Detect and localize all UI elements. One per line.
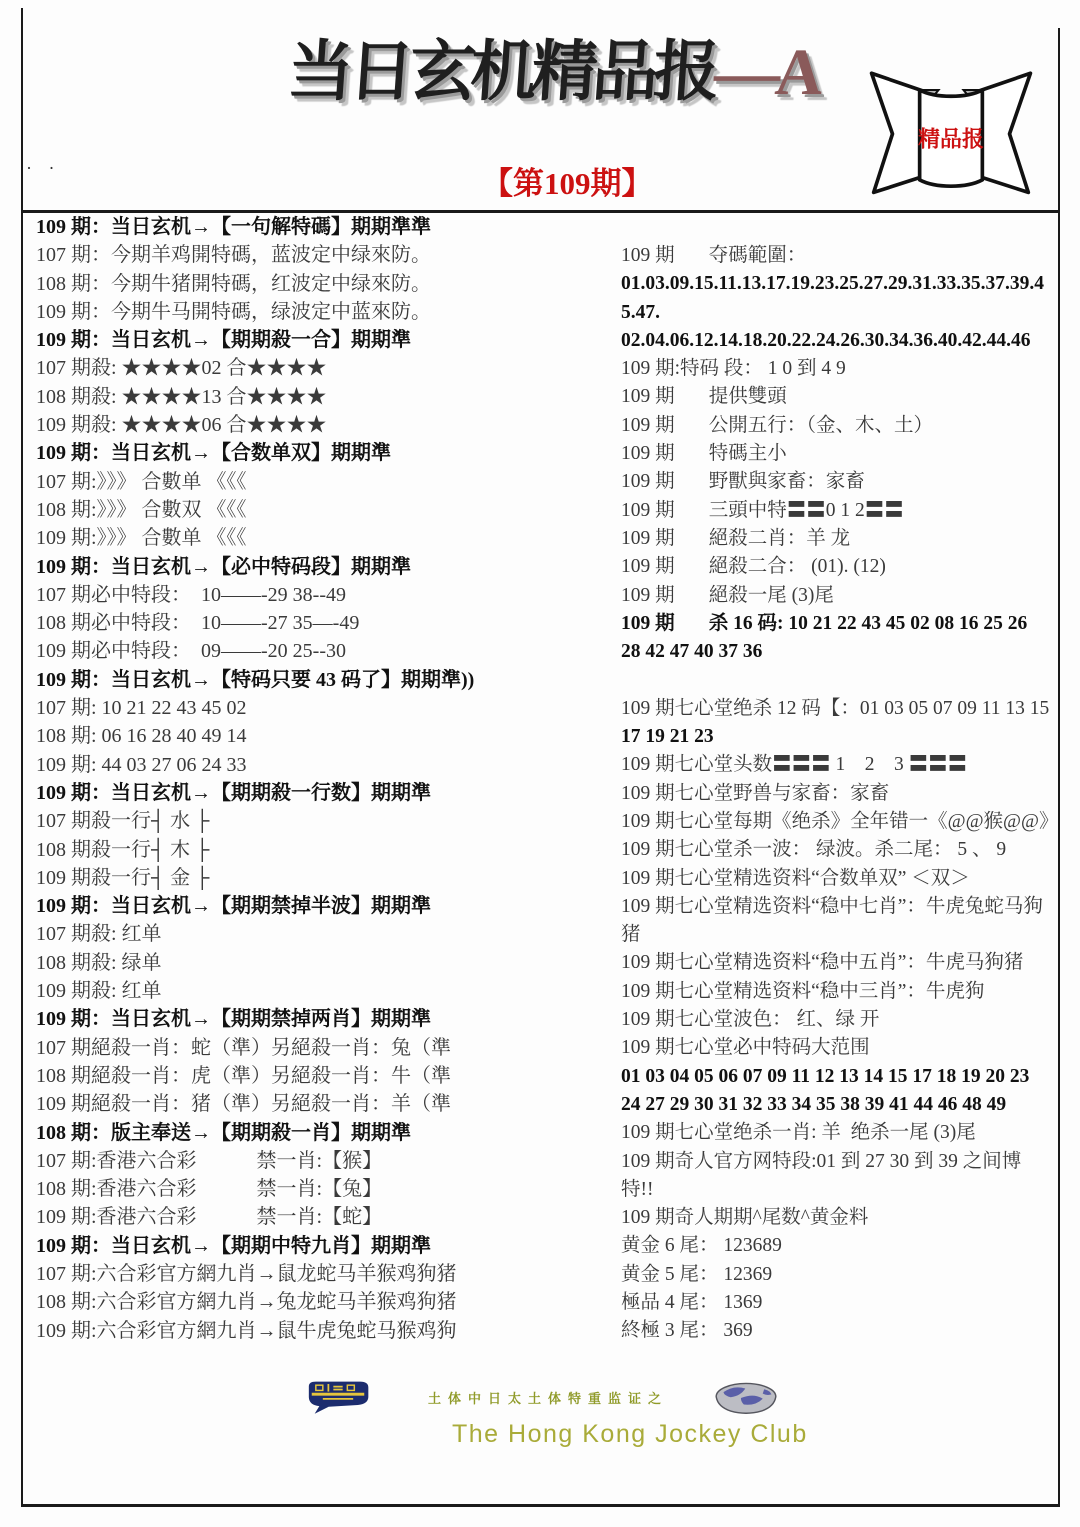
page-title bbox=[285, 18, 822, 113]
text-line: 108 期絕殺一肖：虎（準）另絕殺一肖：牛（準 bbox=[36, 1064, 451, 1087]
text-line: 109 期 夺碼範圍： bbox=[621, 245, 807, 266]
text-line: 109 期:香港六合彩 禁一肖:【蛇】 bbox=[36, 1206, 383, 1229]
page-border-bottom bbox=[21, 1504, 1060, 1507]
text-line: 109 期:六合彩官方網九肖→鼠牛虎兔蛇马猴鸡狗 bbox=[36, 1319, 457, 1342]
text-line: 109 期：今期牛马開特碼，绿波定中蓝來防。 bbox=[36, 300, 431, 323]
text-line: 109 期七心堂精选资料“稳中五肖”：牛虎马狗猪 bbox=[621, 952, 1024, 974]
text-line: 109 期：当日玄机→【必中特码段】期期準 bbox=[36, 555, 411, 578]
text-line: 107 期殺: 红单 bbox=[36, 923, 162, 946]
text-line: 24 27 29 30 31 32 33 34 35 38 39 41 44 46 48 49 bbox=[621, 1093, 1007, 1115]
issue-number: 【第109期】 bbox=[482, 166, 653, 201]
text-line: 01 03 04 05 06 07 09 11 12 13 14 15 17 18 19 20 23 bbox=[621, 1065, 1030, 1087]
text-line: 109 期：当日玄机→【期期中特九肖】期期準 bbox=[36, 1234, 431, 1257]
text-line: 107 期:》》》 合數单 《《《 bbox=[36, 470, 247, 493]
text-line: 17 19 21 23 bbox=[621, 726, 714, 748]
text-line: 109 期奇人官方网特段:01 到 27 30 到 39 之间博 bbox=[621, 1150, 1022, 1172]
text-line: 01.03.09.15.11.13.17.19.23.25.27.29.31.33.35.37.39.4 bbox=[621, 273, 1045, 295]
text-line: 109 期 絕殺一尾 (3)尾 bbox=[621, 584, 834, 606]
text-line: 極品 4 尾： 1369 bbox=[621, 1291, 763, 1313]
corner-dots: · · bbox=[26, 158, 61, 178]
text-line: 109 期:》》》 合數单 《《《 bbox=[36, 527, 247, 550]
text-line: 109 期 三頭中特〓〓0 1 2〓〓 bbox=[621, 499, 904, 521]
jockey-club-logo-icon bbox=[303, 1380, 373, 1416]
text-line: 109 期七心堂野兽与家畜：家畜 bbox=[621, 782, 890, 804]
page-border-left bbox=[21, 8, 23, 1506]
left-column bbox=[36, 213, 576, 1345]
badge-label: 精品报 bbox=[918, 126, 984, 152]
text-line: 109 期七心堂头数〓〓〓 1 2 3 〓〓〓 bbox=[621, 754, 968, 776]
text-line: 109 期殺: 红单 bbox=[36, 980, 162, 1003]
text-line: 109 期：当日玄机→【合数单双】期期準 bbox=[36, 442, 391, 465]
text-line: 109 期：当日玄机→【特码只要 43 码了】期期準)) bbox=[36, 668, 475, 691]
text-line: 109 期七心堂波色： 红、绿 开 bbox=[621, 1009, 880, 1031]
text-line: 黄金 6 尾： 123689 bbox=[621, 1235, 782, 1257]
text-line: 108 期殺: ★★★★13 合★★★★ bbox=[36, 385, 327, 408]
text-line: 109 期殺: ★★★★06 合★★★★ bbox=[36, 414, 327, 437]
text-line: 108 期: 06 16 28 40 49 14 bbox=[36, 725, 247, 748]
text-line: 109 期七心堂精选资料“合数单双” ＜双＞ bbox=[621, 867, 970, 889]
text-line: 108 期必中特段： 10——-27 35—-49 bbox=[36, 612, 360, 635]
text-line: 109 期絕殺一肖：猪（準）另絕殺一肖：羊（準 bbox=[36, 1093, 451, 1116]
text-line: 109 期 提供雙頭 bbox=[621, 386, 787, 408]
footer-slogan-text: 土体中日太土体特重监证之 bbox=[428, 1391, 669, 1406]
right-column bbox=[621, 242, 1066, 1346]
page-title-main: 当日玄机精品报 bbox=[284, 36, 718, 109]
text-line: 108 期:》》》 合數双 《《《 bbox=[36, 498, 247, 521]
text-line: 109 期七心堂必中特码大范围 bbox=[621, 1037, 870, 1059]
text-line: 108 期：版主奉送→【期期殺一肖】期期準 bbox=[36, 1121, 411, 1144]
text-line: 107 期絕殺一肖：蛇（準）另絕殺一肖：兔（準 bbox=[36, 1036, 451, 1059]
text-line: 109 期：当日玄机→【期期殺一行数】期期準 bbox=[36, 781, 431, 804]
text-line: 109 期 特碼主小 bbox=[621, 443, 787, 465]
text-line: 終極 3 尾： 369 bbox=[621, 1320, 753, 1342]
text-line: 108 期：今期牛猪開特碼，红波定中绿來防。 bbox=[36, 272, 431, 295]
text-line: 28 42 47 40 37 36 bbox=[621, 641, 763, 663]
text-line: 109 期：当日玄机→【期期殺一合】期期準 bbox=[36, 329, 411, 352]
text-line: 109 期 絕殺二肖：羊 龙 bbox=[621, 527, 851, 549]
text-line: 108 期:香港六合彩 禁一肖:【兔】 bbox=[36, 1178, 383, 1201]
text-line: 109 期奇人期期^尾数^黄金料 bbox=[621, 1207, 869, 1229]
text-line bbox=[621, 666, 1066, 694]
text-line: 黄金 5 尾： 12369 bbox=[621, 1263, 773, 1285]
text-line: 109 期: 44 03 27 06 24 33 bbox=[36, 753, 247, 776]
text-line: 109 期七心堂绝杀一肖: 羊 绝杀一尾 (3)尾 bbox=[621, 1122, 976, 1144]
text-line: 109 期 杀 16 码: 10 21 22 43 45 02 08 16 25 26 bbox=[621, 612, 1028, 634]
text-line: 107 期:香港六合彩 禁一肖:【猴】 bbox=[36, 1149, 383, 1172]
text-line: 107 期:六合彩官方網九肖→鼠龙蛇马羊猴鸡狗猪 bbox=[36, 1262, 457, 1285]
text-line: 107 期殺一行┤ 水 ├ bbox=[36, 810, 210, 833]
text-line: 107 期殺: ★★★★02 合★★★★ bbox=[36, 357, 327, 380]
page-title-suffix: —A bbox=[711, 36, 821, 109]
text-line: 猪 bbox=[621, 924, 641, 946]
text-line: 109 期七心堂精选资料“稳中七肖”：牛虎兔蛇马狗 bbox=[621, 895, 1043, 917]
globe-icon bbox=[710, 1382, 782, 1414]
text-line: 109 期：当日玄机→【期期禁掉两肖】期期準 bbox=[36, 1008, 431, 1031]
text-line: 109 期 野獸與家畜：家畜 bbox=[621, 471, 865, 493]
ribbon-badge-icon bbox=[856, 44, 1046, 206]
text-line: 5.47. bbox=[621, 301, 660, 323]
text-line: 108 期:六合彩官方網九肖→兔龙蛇马羊猴鸡狗猪 bbox=[36, 1291, 457, 1314]
text-line: 109 期七心堂杀一波： 绿波。杀二尾： 5 、 9 bbox=[621, 839, 1007, 861]
text-line: 109 期殺一行┤ 金 ├ bbox=[36, 866, 210, 889]
text-line: 109 期:特码 段： 1 0 到 4 9 bbox=[621, 358, 846, 380]
text-line: 107 期必中特段： 10——-29 38--49 bbox=[36, 583, 346, 606]
text-line: 109 期必中特段： 09——-20 25--30 bbox=[36, 640, 346, 663]
text-line: 109 期：当日玄机→【期期禁掉半波】期期準 bbox=[36, 895, 431, 918]
text-line: 108 期殺: 绿单 bbox=[36, 951, 162, 974]
text-line: 107 期：今期羊鸡開特碼，蓝波定中绿來防。 bbox=[36, 244, 431, 267]
text-line: 02.04.06.12.14.18.20.22.24.26.30.34.36.40.42.44.46 bbox=[621, 329, 1031, 351]
text-line: 109 期七心堂绝杀 12 码【：01 03 05 07 09 11 13 15 bbox=[621, 697, 1050, 719]
text-line: 109 期七心堂每期《绝杀》全年错一《@@猴@@》 bbox=[621, 810, 1059, 832]
text-line: 108 期殺一行┤ 木 ├ bbox=[36, 838, 210, 861]
text-line: 特!! bbox=[621, 1178, 654, 1200]
text-line: 109 期 絕殺二合： (01). (12) bbox=[621, 556, 886, 578]
text-line: 109 期：当日玄机→【一句解特碼】期期準準 bbox=[36, 216, 431, 238]
text-line: 107 期: 10 21 22 43 45 02 bbox=[36, 697, 247, 720]
text-line: 109 期 公開五行：（金、木、土） bbox=[621, 414, 934, 436]
club-name-text: The Hong Kong Jockey Club bbox=[452, 1420, 808, 1448]
text-line: 109 期七心堂精选资料“稳中三肖”：牛虎狗 bbox=[621, 980, 985, 1002]
